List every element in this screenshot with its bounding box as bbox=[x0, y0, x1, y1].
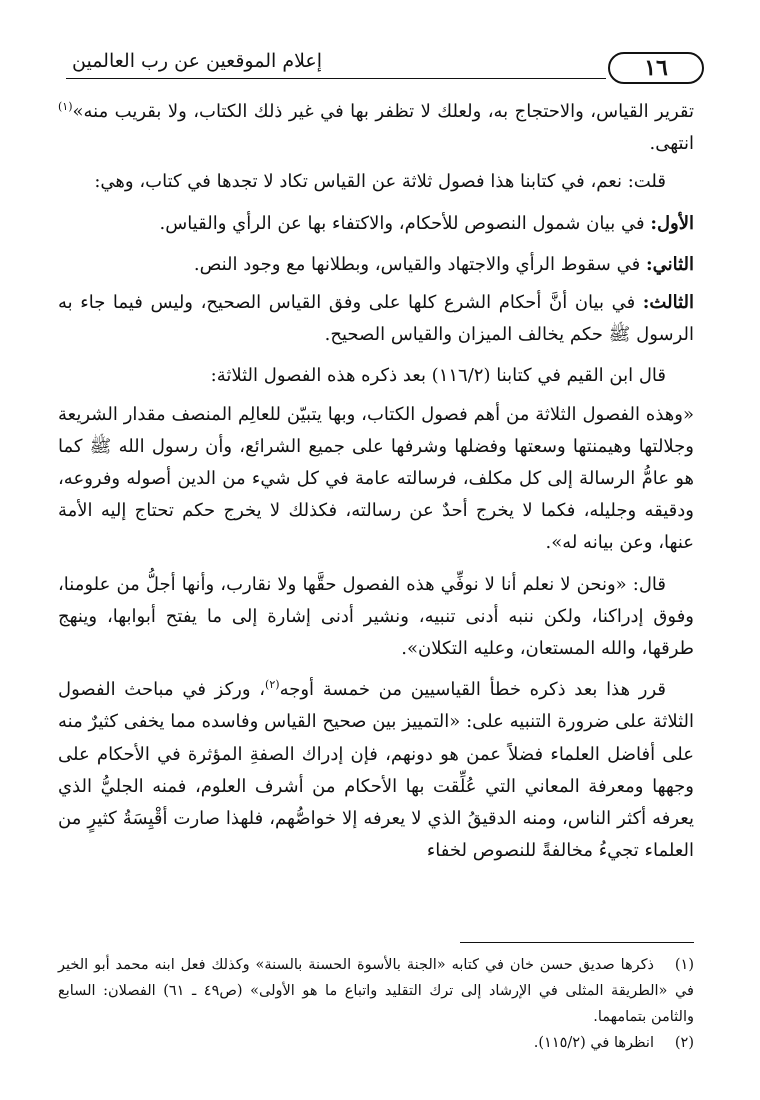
paragraph-quote-second: قال: «ونحن لا نعلم أنا لا نوفِّي هذه الفصول حقَّها ولا نقارب، وأنها أجلُّ من علومنا، وفوق إدراكنا، ولكن ننبه أدنى تنبيه، ونشير أدنى إشارة إلى ما يفتح أبوابها، وينهج طرقها، والله المستعان، وعليه التكلان». bbox=[58, 573, 694, 660]
list-item-first bbox=[58, 208, 694, 240]
list-label: الثاني: bbox=[645, 253, 694, 275]
paragraph-text-rest: ، وركز في مباحث الفصول الثلاثة على ضرورة التنبيه على: «التمييز بين صحيح القياس وفاسده مما يخفى كثيرٌ منه على أفاضل العلماء فضلاً عمن هو دونهم، فإن إدراك الصفةِ المؤثرة في الأحكام على وجهها ومعرفة المعاني التي عُلِّقت بها الأحكام من أشرف العلوم، فمنه الجليُّ الذي يعرفه أكثر الناس، ومنه الدقيقُ الذي لا يعرفه إلا خواصُّهم، فلهذا صارت أقْيِسَةُ كثيرٍ من العلماء تجيءُ مخالفةً للنصوص لخفاء bbox=[58, 679, 694, 862]
footnote-1 bbox=[58, 952, 694, 1030]
paragraph-intro: قلت: نعم، في كتابنا هذا فصول ثلاثة عن القياس تكاد لا تجدها في كتاب، وهي: bbox=[94, 171, 666, 193]
paragraph-text: تقرير القياس، والاحتجاج به، ولعلك لا تظفر بها في غير ذلك الكتاب، ولا بقريب منه» bbox=[72, 101, 694, 122]
footnote-2 bbox=[58, 1030, 694, 1056]
footnote-ref-2: (٢) bbox=[265, 678, 280, 692]
header-rule bbox=[66, 78, 606, 79]
page-number: ١٦ bbox=[608, 52, 704, 84]
list-text: في بيان أنَّ أحكام الشرع كلها على وفق القياس الصحيح، وليس فيما جاء به الرسول ﷺ حكم يخالف الميزان والقياس الصحيح. bbox=[58, 292, 694, 346]
list-label: الثالث: bbox=[642, 292, 694, 314]
footnote-number: (١) bbox=[674, 957, 694, 973]
footnote-text: ذكرها صديق حسن خان في كتابه «الجنة بالأسوة الحسنة بالسنة» وكذلك فعل ابنه محمد أبو الخير في «الطريقة المثلى في الإرشاد إلى ترك التقليد واتباع ما هو الأولى» (ص٤٩ ـ ٦١) الفصلان: السابع والثامن بتمامهما. bbox=[58, 957, 694, 1025]
main-text bbox=[58, 96, 694, 867]
running-title: إعلام الموقعين عن رب العالمين bbox=[72, 50, 323, 72]
paragraph-quote-intro: قال ابن القيم في كتابنا (١١٦/٢) بعد ذكره هذه الفصول الثلاثة: bbox=[210, 365, 666, 387]
list-text: في سقوط الرأي والاجتهاد والقياس، وبطلانها مع وجود النص. bbox=[193, 253, 646, 275]
list-label: الأول: bbox=[650, 212, 694, 234]
paragraph-text-end: انتهى. bbox=[649, 133, 694, 155]
paragraph-continuation bbox=[58, 96, 694, 160]
paragraph-quote: «وهذه الفصول الثلاثة من أهم فصول الكتاب، وبها يتبيّن للعالِم المنصف مقدار الشريعة وجلالتها وهيمنتها وسعتها وفضلها وشرفها على جميع الشرائع، وأن رسول الله ﷺ كما هو عامُّ الرسالة إلى كل مكلف، فرسالته عامة في كل شيء من الدين أصوله وفروعه، ودقيقه وجليله، فكما لا يخرج أحدٌ عن رسالته، فكذلك لا يخرج حكم تحتاج إليه الأمة عنها، وعن بيانه له». bbox=[58, 403, 694, 554]
footnotes bbox=[58, 952, 694, 1056]
list-item-third bbox=[58, 287, 694, 351]
footnote-rule bbox=[460, 942, 694, 943]
page-header bbox=[66, 44, 704, 90]
footnote-number: (٢) bbox=[674, 1035, 694, 1051]
footnote-text: انظرها في (١١٥/٢). bbox=[533, 1035, 654, 1051]
footnote-ref-1: (١) bbox=[58, 100, 73, 113]
list-item-second bbox=[58, 249, 694, 281]
paragraph-text: قرر هذا بعد ذكره خطأ القياسيين من خمسة أوجه bbox=[279, 679, 666, 701]
list-text: في بيان شمول النصوص للأحكام، والاكتفاء بها عن الرأي والقياس. bbox=[159, 212, 651, 234]
paragraph-final bbox=[58, 674, 694, 867]
